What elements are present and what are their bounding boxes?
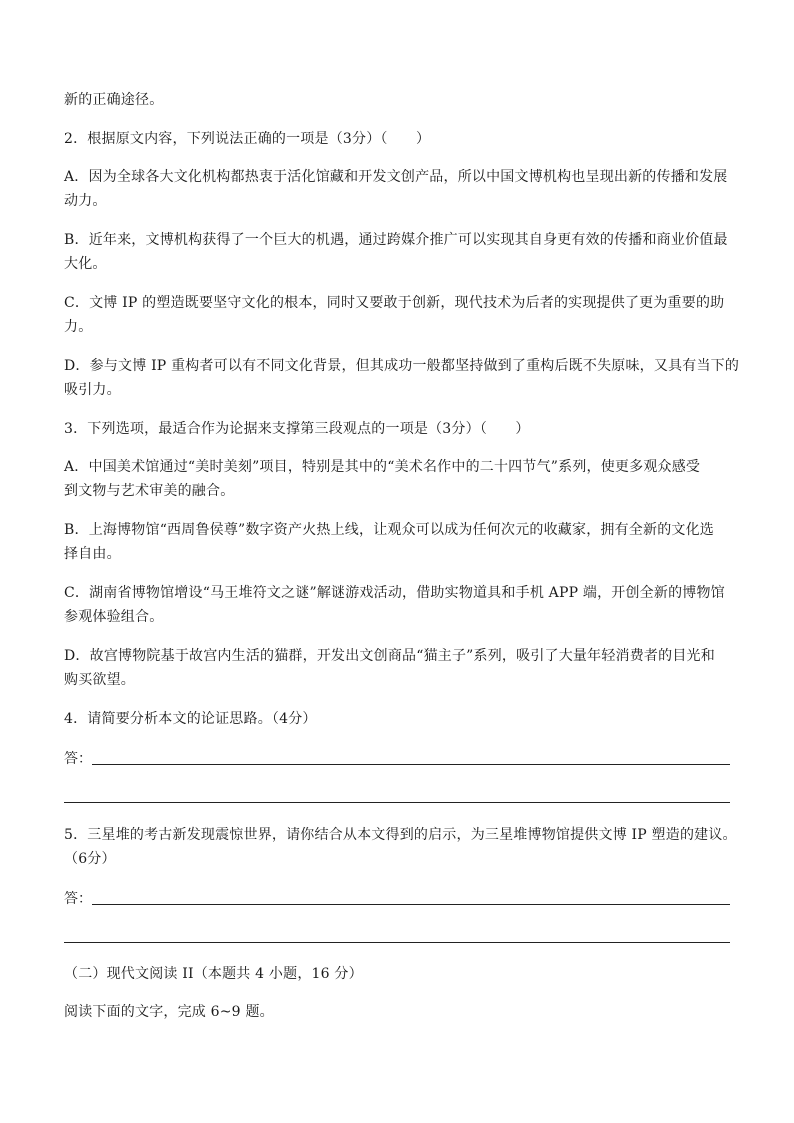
answer-label: 答： (64, 891, 92, 907)
q2-option-c: C．文博 IP 的塑造既要坚守文化的根本，同时又要敢于创新，现代技术为后者的实现提供了更为重要的助 (64, 295, 725, 311)
q5-answer-line-2 (64, 942, 730, 943)
q2-option-a: A．因为全球各大文化机构都热衷于活化馆藏和开发文创产品，所以中国文博机构也呈现出新的传播和发展 (64, 169, 728, 185)
q2-option-d-cont: 吸引力。 (64, 382, 121, 398)
q3-option-c-cont: 参观体验组合。 (64, 609, 164, 625)
q3-option-b: B．上海博物馆“西周鲁侯尊”数字资产火热上线，让观众可以成为任何次元的收藏家，拥有全新的文化选 (64, 522, 714, 538)
question-3: 3．下列选项，最适合作为论据来支撑第三段观点的一项是（3分）（ ） (64, 421, 530, 437)
reading-instruction: 阅读下面的文字，完成 6~9 题。 (64, 1004, 274, 1020)
q4-answer-line-2 (64, 802, 730, 803)
q3-option-b-cont: 择自由。 (64, 546, 121, 562)
q2-option-d: D．参与文博 IP 重构者可以有不同文化背景，但其成功一般都坚持做到了重构后既不失原味，又具有当下的 (64, 358, 740, 374)
q2-option-b: B．近年来，文博机构获得了一个巨大的机遇，通过跨媒介推广可以实现其自身更有效的传播和商业价值最 (64, 232, 728, 248)
q3-option-a-cont: 到文物与艺术审美的融合。 (64, 483, 235, 499)
answer-line (92, 764, 730, 765)
question-5: 5．三星堆的考古新发现震惊世界，请你结合从本文得到的启示，为三星堆博物馆提供文博 IP 塑造的建议。 (64, 827, 737, 843)
q3-option-d-cont: 购买欲望。 (64, 672, 135, 688)
q2-option-b-cont: 大化。 (64, 256, 107, 272)
q2-option-a-cont: 动力。 (64, 193, 107, 209)
answer-line (92, 904, 730, 905)
q5-answer-row[interactable] (64, 889, 730, 909)
q3-option-d: D．故宫博物院基于故宫内生活的猫群，开发出文创商品“猫主子”系列，吸引了大量年轻消费者的目光和 (64, 648, 715, 664)
paragraph-continuation: 新的正确途径。 (64, 92, 164, 108)
question-2: 2．根据原文内容，下列说法正确的一项是（3分）（ ） (64, 131, 431, 147)
answer-label: 答： (64, 751, 92, 767)
q2-option-c-cont: 力。 (64, 319, 93, 335)
q3-option-a: A．中国美术馆通过“美时美刻”项目，特别是其中的“美术名作中的二十四节气”系列，使更多观众感受 (64, 459, 701, 475)
question-4: 4．请简要分析本文的论证思路。（4分） (64, 711, 317, 727)
section-heading: （二）现代文阅读 II（本题共 4 小题，16 分） (64, 966, 363, 982)
q3-option-c: C．湖南省博物馆增设“马王堆符文之谜”解谜游戏活动，借助实物道具和手机 APP 端，开创全新的博物馆 (64, 585, 725, 601)
question-5-points: （6分） (64, 851, 116, 867)
q4-answer-row[interactable] (64, 749, 730, 769)
